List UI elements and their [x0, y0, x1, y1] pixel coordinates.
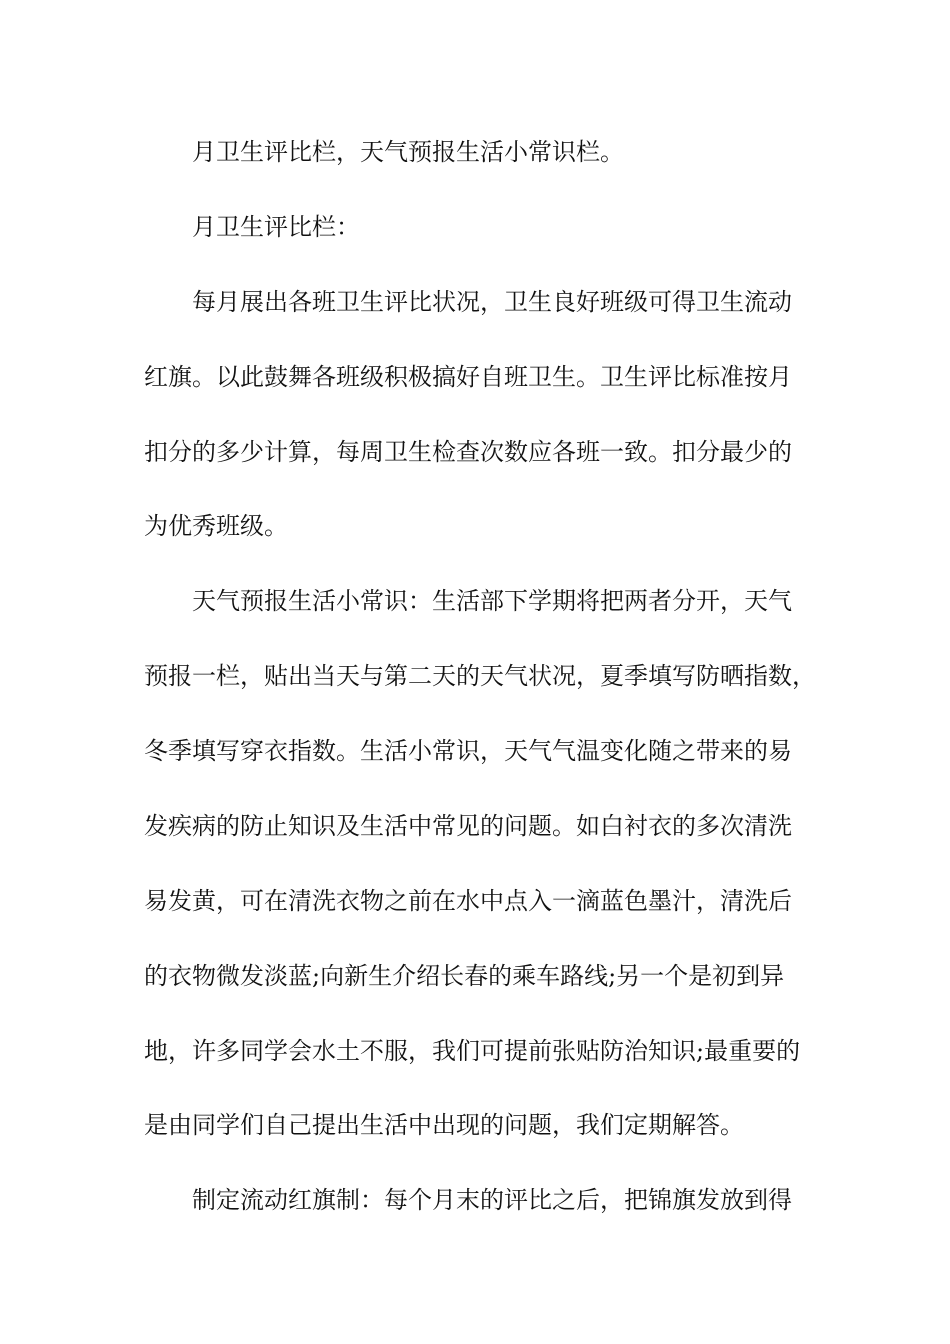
- paragraph-line: 的衣物微发淡蓝;向新生介绍长春的乘车路线;另一个是初到异: [144, 962, 785, 990]
- paragraph-line: 制定流动红旗制：每个月末的评比之后，把锦旗发放到得: [192, 1186, 792, 1214]
- heading-line: 月卫生评比栏，天气预报生活小常识栏。: [192, 138, 624, 166]
- paragraph-line: 为优秀班级。: [144, 512, 288, 540]
- paragraph-line: 地，许多同学会水土不服，我们可提前张贴防治知识;最重要的: [144, 1037, 801, 1065]
- paragraph-line: 扣分的多少计算，每周卫生检查次数应各班一致。扣分最少的: [144, 438, 792, 466]
- paragraph-line: 每月展出各班卫生评比状况，卫生良好班级可得卫生流动: [192, 288, 792, 316]
- paragraph-line: 红旗。以此鼓舞各班级积极搞好自班卫生。卫生评比标准按月: [144, 363, 792, 391]
- paragraph-line: 发疾病的防止知识及生活中常见的问题。如白衬衣的多次清洗: [144, 812, 792, 840]
- paragraph-line: 是由同学们自己提出生活中出现的问题，我们定期解答。: [144, 1111, 744, 1139]
- paragraph-line: 天气预报生活小常识：生活部下学期将把两者分开，天气: [192, 587, 792, 615]
- paragraph-line: 预报一栏，贴出当天与第二天的天气状况，夏季填写防晒指数，: [144, 662, 816, 690]
- paragraph-line: 冬季填写穿衣指数。生活小常识，天气气温变化随之带来的易: [144, 737, 792, 765]
- section-title-hygiene: 月卫生评比栏：: [192, 213, 360, 241]
- paragraph-line: 易发黄，可在清洗衣物之前在水中点入一滴蓝色墨汁，清洗后: [144, 887, 792, 915]
